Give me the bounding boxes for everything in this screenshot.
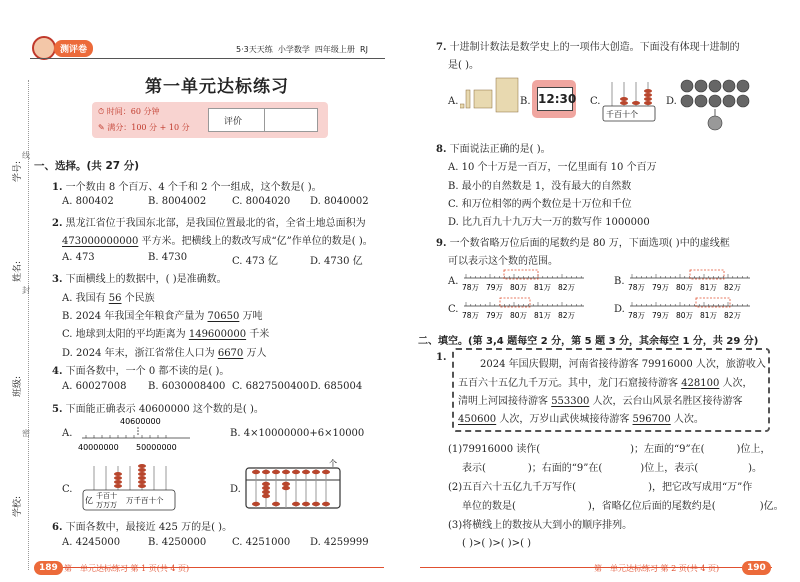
info-score: ✎ 满分：100 分 + 10 分	[98, 123, 190, 132]
f1-sub3: (3)将横线上的数按从大到小的顺序排列。	[448, 520, 633, 531]
q2-stem-2: 473000000000 平方米。把横线上的数改写成“亿”作单位的数是( )。	[62, 236, 373, 247]
q4-option-a[interactable]: A. 60027008	[62, 381, 127, 392]
q9-tick-label: 82万	[558, 283, 576, 292]
q9-option-a-label[interactable]: A.	[448, 276, 459, 287]
q1-option-d[interactable]: D. 8040002	[310, 196, 369, 207]
q7-abacus-c	[602, 78, 656, 124]
q9-tick-label: 80万	[510, 283, 528, 292]
q5-stem: 5. 下面能正确表示 40600000 这个数的是( )。	[52, 404, 264, 415]
footer-left-text: 第一单元达标练习 第 1 页(共 4 页)	[64, 564, 190, 573]
q3-option-a[interactable]: A. 我国有 56 个民族	[62, 293, 155, 304]
q7-clock-display: 12:30	[537, 87, 573, 111]
section2-title: 二、填空。(第 3,4 题每空 2 分，第 5 题 3 分，其余每空 1 分，共 29 分)	[418, 336, 759, 347]
q6-option-b[interactable]: B. 4250000	[148, 537, 207, 548]
eval-label: 评价	[224, 117, 243, 127]
q3-option-b[interactable]: B. 2024 年我国全年粮食产量为 70650 万吨	[62, 311, 263, 322]
q9-tick-label: 80万	[510, 311, 528, 320]
q9-tick-label: 78万	[462, 311, 480, 320]
footer-right-text: 第一单元达标练习 第 2 页(共 4 页)	[594, 564, 720, 573]
q9-tick-label: 81万	[534, 311, 552, 320]
q9-tick-label: 81万	[534, 283, 552, 292]
q9-tick-label: 82万	[558, 311, 576, 320]
q9-stem-2: 可以表示这个数的范围。	[448, 256, 558, 267]
f1-sub1-line1: (1)79916000 读作( )；左面的“9”在( )位上，	[448, 444, 771, 455]
q9-tick-label: 79万	[486, 311, 504, 320]
mascot-avatar	[32, 36, 56, 60]
q7-option-c[interactable]: C.	[590, 96, 601, 107]
footer-right-page: 190	[742, 561, 771, 575]
q6-stem: 6. 下面各数中，最接近 425 万的是( )。	[52, 522, 233, 533]
q2-option-d[interactable]: D. 4730 亿	[310, 256, 363, 267]
q5-option-a-label[interactable]: A.	[62, 428, 73, 439]
q9-tick-label: 78万	[628, 311, 646, 320]
q2-option-a[interactable]: A. 473	[62, 252, 95, 263]
q5-c-wan-places: 万千百十个	[126, 496, 164, 505]
margin-banji: 班级:	[13, 375, 24, 398]
q5-number-line	[78, 414, 198, 456]
q5-c-wanwanwan: 万万万	[96, 501, 117, 509]
q6-option-c[interactable]: C. 4251000	[232, 537, 291, 548]
q9-stem-1: 9. 一个数省略万位后面的尾数约是 80 万，下面选项( )中的虚线框	[436, 238, 730, 249]
q7-blocks-a	[460, 76, 522, 118]
margin-mi: 密	[22, 429, 30, 438]
q2-option-c[interactable]: C. 473 亿	[232, 256, 278, 267]
f1-passage-line-2: 五百六十五亿九千万元。其中，龙门石窟接待游客 428100 人次，	[458, 378, 753, 389]
q9-tick-label: 78万	[628, 283, 646, 292]
q5-line-right-label: 50000000	[136, 443, 177, 452]
q4-option-b[interactable]: B. 6030008400	[148, 381, 226, 392]
q5-abacus-c	[82, 460, 176, 512]
q5-option-d-label[interactable]: D.	[230, 484, 241, 495]
q9-line-c	[460, 296, 590, 322]
f1-passage-line-1: 2024 年国庆假期，河南省接待游客 79916000 人次，旅游收入	[480, 359, 766, 370]
f1-sub1-line2: 表示( )；右面的“9”在( )位上，表示( )。	[462, 463, 763, 474]
q3-option-c[interactable]: C. 地球到太阳的平均距离为 149600000 千米	[62, 329, 270, 340]
q9-line-b	[626, 268, 756, 294]
q9-line-a	[460, 268, 590, 294]
q5-d-ge: 个	[329, 459, 337, 468]
q1-stem: 1. 一个数由 8 个百万、4 个千和 2 个一组成，这个数是( )。	[52, 182, 322, 193]
q5-option-b[interactable]: B. 4×10000000+6×10000	[230, 428, 365, 439]
q4-option-c[interactable]: C. 6827500400	[232, 381, 310, 392]
q1-option-a[interactable]: A. 800402	[62, 196, 114, 207]
q8-option-b[interactable]: B. 最小的自然数是 1，没有最大的自然数	[448, 181, 632, 192]
margin-xingming: 姓名:	[13, 260, 24, 283]
footer-left-page: 189	[34, 561, 63, 575]
f1-num: 1.	[436, 352, 447, 363]
q1-option-b[interactable]: B. 8004002	[148, 196, 207, 207]
q9-option-c-label[interactable]: C.	[448, 304, 459, 315]
margin-xuexiao: 学校:	[13, 495, 24, 518]
q3-option-d[interactable]: D. 2024 年末，浙江省常住人口为 6670 万人	[62, 348, 267, 359]
f1-sub2-line2: 单位的数是( )，省略亿位后面的尾数约是( )亿。	[462, 501, 784, 512]
header-series: 5·3天天练 小学数学 四年级上册 RJ	[236, 45, 368, 54]
q9-tick-label: 81万	[700, 283, 718, 292]
q9-tick-label: 79万	[652, 283, 670, 292]
eval-divider	[264, 108, 265, 132]
q7-option-d[interactable]: D.	[666, 96, 677, 107]
q2-option-b[interactable]: B. 4730	[148, 252, 188, 263]
section1-title: 一、选择。(共 27 分)	[34, 160, 140, 172]
q1-option-c[interactable]: C. 8004020	[232, 196, 291, 207]
page-title: 第一单元达标练习	[145, 77, 289, 97]
q9-tick-label: 82万	[724, 283, 742, 292]
f1-sub2-line1: (2)五百六十五亿九千万写作( )，把它改写成用“万”作	[448, 482, 753, 493]
q5-abacus-d	[244, 458, 344, 510]
q9-tick-label: 81万	[700, 311, 718, 320]
q9-option-b-label[interactable]: B.	[614, 276, 625, 287]
q9-tick-label: 78万	[462, 283, 480, 292]
header-badge: 测评卷	[54, 40, 93, 57]
q4-stem: 4. 下面各数中，一个 0 都不读的是( )。	[52, 366, 230, 377]
margin-xuehao: 学号:	[13, 160, 24, 183]
q5-line-ticks	[86, 435, 166, 438]
q6-option-d[interactable]: D. 4259999	[310, 537, 369, 548]
q9-tick-label: 80万	[676, 311, 694, 320]
q9-tick-label: 79万	[486, 283, 504, 292]
f1-sub3-order-row[interactable]: ( )>( )>( )>( )	[462, 538, 532, 549]
q9-option-d-label[interactable]: D.	[614, 304, 625, 315]
q7-abacus-label: 千百十个	[606, 110, 638, 119]
margin-feng: 封	[22, 286, 30, 295]
info-time: ⏱ 时间：60 分钟	[98, 107, 160, 116]
q8-stem: 8. 下面说法正确的是( )。	[436, 144, 551, 155]
q4-option-d[interactable]: D. 685004	[310, 381, 363, 392]
q7-coins-d	[680, 76, 750, 134]
q6-option-a[interactable]: A. 4245000	[62, 537, 121, 548]
q9-tick-label: 80万	[676, 283, 694, 292]
q8-option-c[interactable]: C. 和万位相邻的两个数位是十万位和千位	[448, 199, 632, 210]
q7-clock	[532, 80, 576, 118]
q5-c-qianbaishi: 千百十	[96, 492, 117, 500]
q9-tick-label: 79万	[652, 311, 670, 320]
f1-passage-line-4: 450600 人次，万岁山武侠城接待游客 596700 人次。	[458, 414, 704, 425]
q9-tick-label: 82万	[724, 311, 742, 320]
q7-stem-1: 7. 十进制计数法是数学史上的一项伟大创造。下面没有体现十进制的	[436, 42, 740, 53]
q5-c-yi: 亿	[85, 496, 93, 505]
f1-passage-line-3: 清明上河园接待游客 553300 人次，云台山风景名胜区接待游客	[458, 396, 743, 407]
margin-xian: 线	[22, 151, 30, 160]
q3-stem: 3. 下面横线上的数据中，( )是准确数。	[52, 274, 227, 285]
q7-option-b[interactable]: B.	[520, 96, 531, 107]
q7-option-a[interactable]: A.	[448, 96, 459, 107]
q5-option-c-label[interactable]: C.	[62, 484, 73, 495]
q5-line-top-label: 40600000	[120, 417, 161, 426]
q5-line-left-label: 40000000	[78, 443, 119, 452]
q2-stem-1: 2. 黑龙江省位于我国东北部，是我国位置最北的省，全省土地总面积为	[52, 218, 366, 229]
header-rule	[30, 58, 385, 59]
q7-stem-2: 是( )。	[448, 60, 479, 71]
q9-line-d	[626, 296, 756, 322]
q8-option-d[interactable]: D. 比九百九十九万大一万的数写作 1000000	[448, 217, 650, 228]
q8-option-a[interactable]: A. 10 个十万是一百万，一亿里面有 10 个百万	[448, 162, 657, 173]
